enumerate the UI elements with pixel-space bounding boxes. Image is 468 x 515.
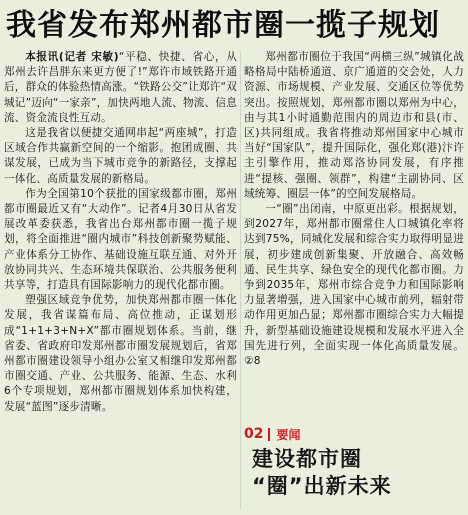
promo-title-line: 建设都市圈 [252, 447, 362, 471]
promo-title-line: “圈”出新未来 [252, 474, 392, 498]
article-right-column [244, 50, 464, 422]
article-paragraph: 一“圈”出闭南，中原更出彩。根据规划，到2027年，郑州都市圈常住人口城镇化率将达到75%，同城化发展和综合实力取得明显进展，初步建成创新集聚、开放融合、高效畅通、民生共享、绿色安全的现代化都市圈。力争到2035年，郑州市综合竞争力和国际影响力显著增强，进入国家中心城市前列，辐射带动作用更加凸显；郑州都市圈综合实力大幅提升，新型基础设施建设规模和发展水平进入全国先进行列，全面实现一体化高质量发展。②8 [244, 203, 464, 368]
section-tag [244, 424, 464, 444]
promo-headline[interactable] [252, 446, 464, 500]
related-story-promo[interactable] [244, 424, 464, 512]
page-number: 02 [244, 426, 264, 442]
headline: 我省发布郑州都市圈一揽子规划 [6, 8, 440, 43]
article-paragraph: 塑强区域竞争优势，加快郑州都市圈一体化发展，我省谋篇布局、高位推动，正谋划形成“1+1+3+N+X”都市圈规划体系。当前，继省委、省政府印发郑州都市圈发展规划后，省郑州都市圈建设领导小组办公室又相继印发郑州都市圈交通、产业、公共服务、能源、生态、水利6个专项规划，郑州都市圈规划体系加快构建，发展“蓝图”逐步清晰。 [4, 294, 237, 413]
paragraph-text: “平稳、快捷、省心，从郑州去许昌胖东来更方便了!”郑许市域铁路开通后，群众的体验热情高涨。“铁路公交”让郑许“双城记”迈向“一家亲”，加快两地人流、物流、信息流、资金流良性互动。 [4, 51, 237, 124]
tag-separator [268, 428, 270, 441]
column-divider [240, 52, 241, 510]
article-paragraph [4, 50, 237, 126]
article-paragraph: 作为全国第10个获批的国家级都市圈，郑州都市圈最近又有“大动作”。记者4月30日从省发展改革委获悉，我省出台郑州都市圈一揽子规划，将全面推进“圈内城市”科技创新聚势赋能、产业体系分工协作、基础设施互联互通、对外开放协同共兴、生态环境共保联治、公共服务便利共享等，打造具有国际影响力的现代化都市圈。 [4, 187, 237, 292]
article-paragraph: 郑州都市圈位于我国“两横三纵”城镇化战略格局中陆桥通道、京广通道的交会处，人力资源、市场规模、产业发展、交通区位等优势突出。按照规划，郑州都市圈以郑州为中心，由与其1小时通勤范围内的周边市和县(市、区)共同组成。我省将推动郑州国家中心城市当好“国家队”，提升国际化，强化郑(港)汴许主引擎作用，推动郑洛协同发展，有序推进“提核、强圈、领群”，构建“主副协同、区域统筹、圈层一体”的空间发展格局。 [244, 51, 464, 200]
byline: 本报讯(记者 宋敏) [25, 51, 119, 63]
article-paragraph: 这是我省以便捷交通网串起“两座城”，打造区域合作共赢新空间的一个缩影。抱团成圈、共谋发展，已成为当下城市竞争的新路径，支撑起一体化、高质量发展的新格局。 [4, 127, 237, 185]
article-left-column [4, 50, 237, 512]
section-label: 要闻 [276, 427, 301, 442]
